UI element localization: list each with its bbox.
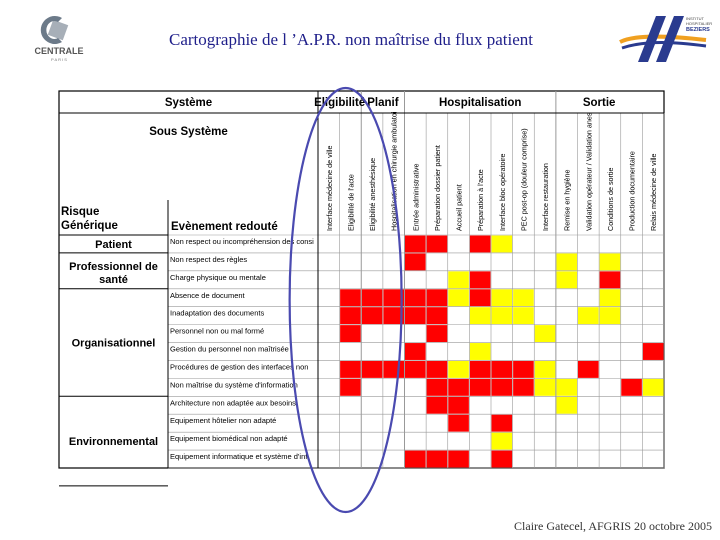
cell-red: [492, 379, 513, 396]
cell-red: [448, 397, 469, 414]
cell-red: [405, 236, 426, 253]
cell-red: [405, 343, 426, 360]
subsystem-label: Accueil patient: [454, 184, 464, 231]
cell-red: [470, 379, 491, 396]
event-label: Personnel non ou mal formé: [170, 326, 265, 336]
cell-yellow: [535, 379, 556, 396]
subsystem-label: Interface médecine de ville: [324, 145, 334, 231]
cell-yellow: [492, 307, 513, 324]
cell-yellow: [556, 379, 577, 396]
cell-red: [470, 236, 491, 253]
cell-yellow: [470, 343, 491, 360]
event-label: Absence de document: [170, 290, 245, 300]
cell-red: [405, 451, 426, 468]
group-label: Patient: [95, 238, 132, 251]
subsystem-label: Production documentaire: [627, 151, 637, 231]
cell-red: [362, 361, 383, 378]
cell-red: [340, 289, 361, 306]
cell-yellow: [448, 289, 469, 306]
group-label: Professionnel de: [69, 260, 158, 273]
cell-red: [405, 253, 426, 270]
logo-sub: P A R I S: [51, 57, 67, 62]
cell-red: [427, 289, 448, 306]
cell-red: [600, 271, 621, 288]
cell-yellow: [535, 361, 556, 378]
cell-red: [383, 361, 404, 378]
cell-red: [362, 307, 383, 324]
cell-red: [427, 379, 448, 396]
event-label: Charge physique ou mentale: [170, 272, 266, 282]
cell-red: [513, 379, 534, 396]
system-header: Système: [164, 97, 213, 109]
cell-red: [427, 236, 448, 253]
page-title: Cartographie de l ’A.P.R. non maîtrise du flux patient: [168, 30, 533, 49]
cell-red: [492, 415, 513, 432]
cell-yellow: [600, 289, 621, 306]
subsystem-label: Validation opérateur / Validation anes: [584, 112, 594, 231]
event-label: Equipement hôtelier non adapté: [170, 416, 277, 426]
cell-red: [492, 451, 513, 468]
cell-red: [492, 361, 513, 378]
cell-yellow: [492, 289, 513, 306]
cell-red: [405, 361, 426, 378]
subsystem-label: Interface restauration: [541, 163, 551, 231]
cell-red: [578, 361, 599, 378]
cell-yellow: [643, 379, 664, 396]
cell-red: [470, 361, 491, 378]
cell-red: [362, 289, 383, 306]
risque-header-2: Générique: [61, 220, 118, 232]
cell-red: [470, 289, 491, 306]
system-label: Planif: [367, 97, 399, 109]
subsystem-label: Conditions de sortie: [605, 167, 615, 231]
cell-red: [470, 271, 491, 288]
cell-red: [643, 343, 664, 360]
cell-yellow: [578, 307, 599, 324]
subsystem-label: PEC post-op (douleur comprise): [519, 128, 529, 231]
cell-yellow: [535, 325, 556, 342]
cell-red: [427, 307, 448, 324]
system-label: Eligibilité: [314, 97, 366, 109]
cell-red: [405, 307, 426, 324]
subsystem-label: Interface bloc opératoire: [497, 153, 507, 231]
subsystem-label: Préparation à l'acte: [476, 169, 486, 231]
event-label: Gestion du personnel non maîtrisée: [170, 344, 289, 354]
cell-yellow: [448, 361, 469, 378]
event-label: Architecture non adaptée aux besoins: [170, 398, 296, 408]
cell-red: [448, 379, 469, 396]
cell-yellow: [448, 271, 469, 288]
event-label: Equipement biomédical non adapté: [170, 434, 288, 444]
cell-red: [448, 415, 469, 432]
subsystem-label: Relais médecine de ville: [649, 153, 659, 231]
subsystem-label: Eligibilité anesthésique: [368, 157, 378, 231]
logo-line2: HOSPITALIER: [686, 21, 713, 26]
cell-red: [340, 361, 361, 378]
group-label: Organisationnel: [71, 337, 156, 350]
evenement-header: Evènement redouté: [171, 221, 278, 233]
cell-red: [340, 307, 361, 324]
cell-red: [621, 379, 642, 396]
sous-systeme-header: Sous Système: [149, 126, 228, 138]
cell-yellow: [556, 253, 577, 270]
risque-header-1: Risque: [61, 206, 100, 218]
subsystem-label: Hospitalisation en chirurgie ambulatoi: [389, 111, 399, 231]
cell-yellow: [556, 397, 577, 414]
event-label: Non maîtrise du système d'information: [170, 380, 298, 390]
subsystem-label: Entrée administrative: [411, 163, 421, 231]
cell-red: [340, 379, 361, 396]
cell-yellow: [492, 236, 513, 253]
cell-red: [448, 451, 469, 468]
cell-yellow: [600, 253, 621, 270]
subsystem-label: Remise en hygiène: [562, 169, 572, 231]
cell-yellow: [470, 307, 491, 324]
cell-red: [427, 325, 448, 342]
system-label: Hospitalisation: [438, 97, 522, 109]
cell-yellow: [492, 433, 513, 450]
subsystem-label: Préparation dossier patient: [432, 145, 442, 231]
cell-red: [405, 289, 426, 306]
footer-credit: Claire Gatecel, AFGRIS 20 octobre 2005: [514, 519, 712, 533]
subsystem-label: Eligibilité de l'acte: [346, 174, 356, 231]
event-label: Inadaptation des documents: [170, 308, 265, 318]
event-label: Procédures de gestion des interfaces non: [170, 362, 309, 372]
cell-red: [427, 361, 448, 378]
system-label: Sortie: [582, 97, 616, 109]
logo-name: CENTRALE: [34, 46, 84, 56]
group-label: Environnemental: [68, 436, 159, 449]
cell-red: [427, 397, 448, 414]
event-label: Equipement informatique et système d'inf: [170, 452, 308, 462]
cell-yellow: [513, 307, 534, 324]
event-label: Non respect ou incompréhension des consi: [170, 237, 314, 246]
cell-red: [340, 325, 361, 342]
group-label: santé: [99, 273, 128, 286]
logo-line1: INSTITUT: [686, 16, 704, 21]
event-label: Non respect des règles: [170, 254, 248, 264]
cell-yellow: [513, 289, 534, 306]
logo-line3: BEZIERS: [686, 27, 710, 33]
cell-yellow: [600, 307, 621, 324]
cell-yellow: [556, 271, 577, 288]
cell-red: [513, 361, 534, 378]
cell-red: [427, 451, 448, 468]
